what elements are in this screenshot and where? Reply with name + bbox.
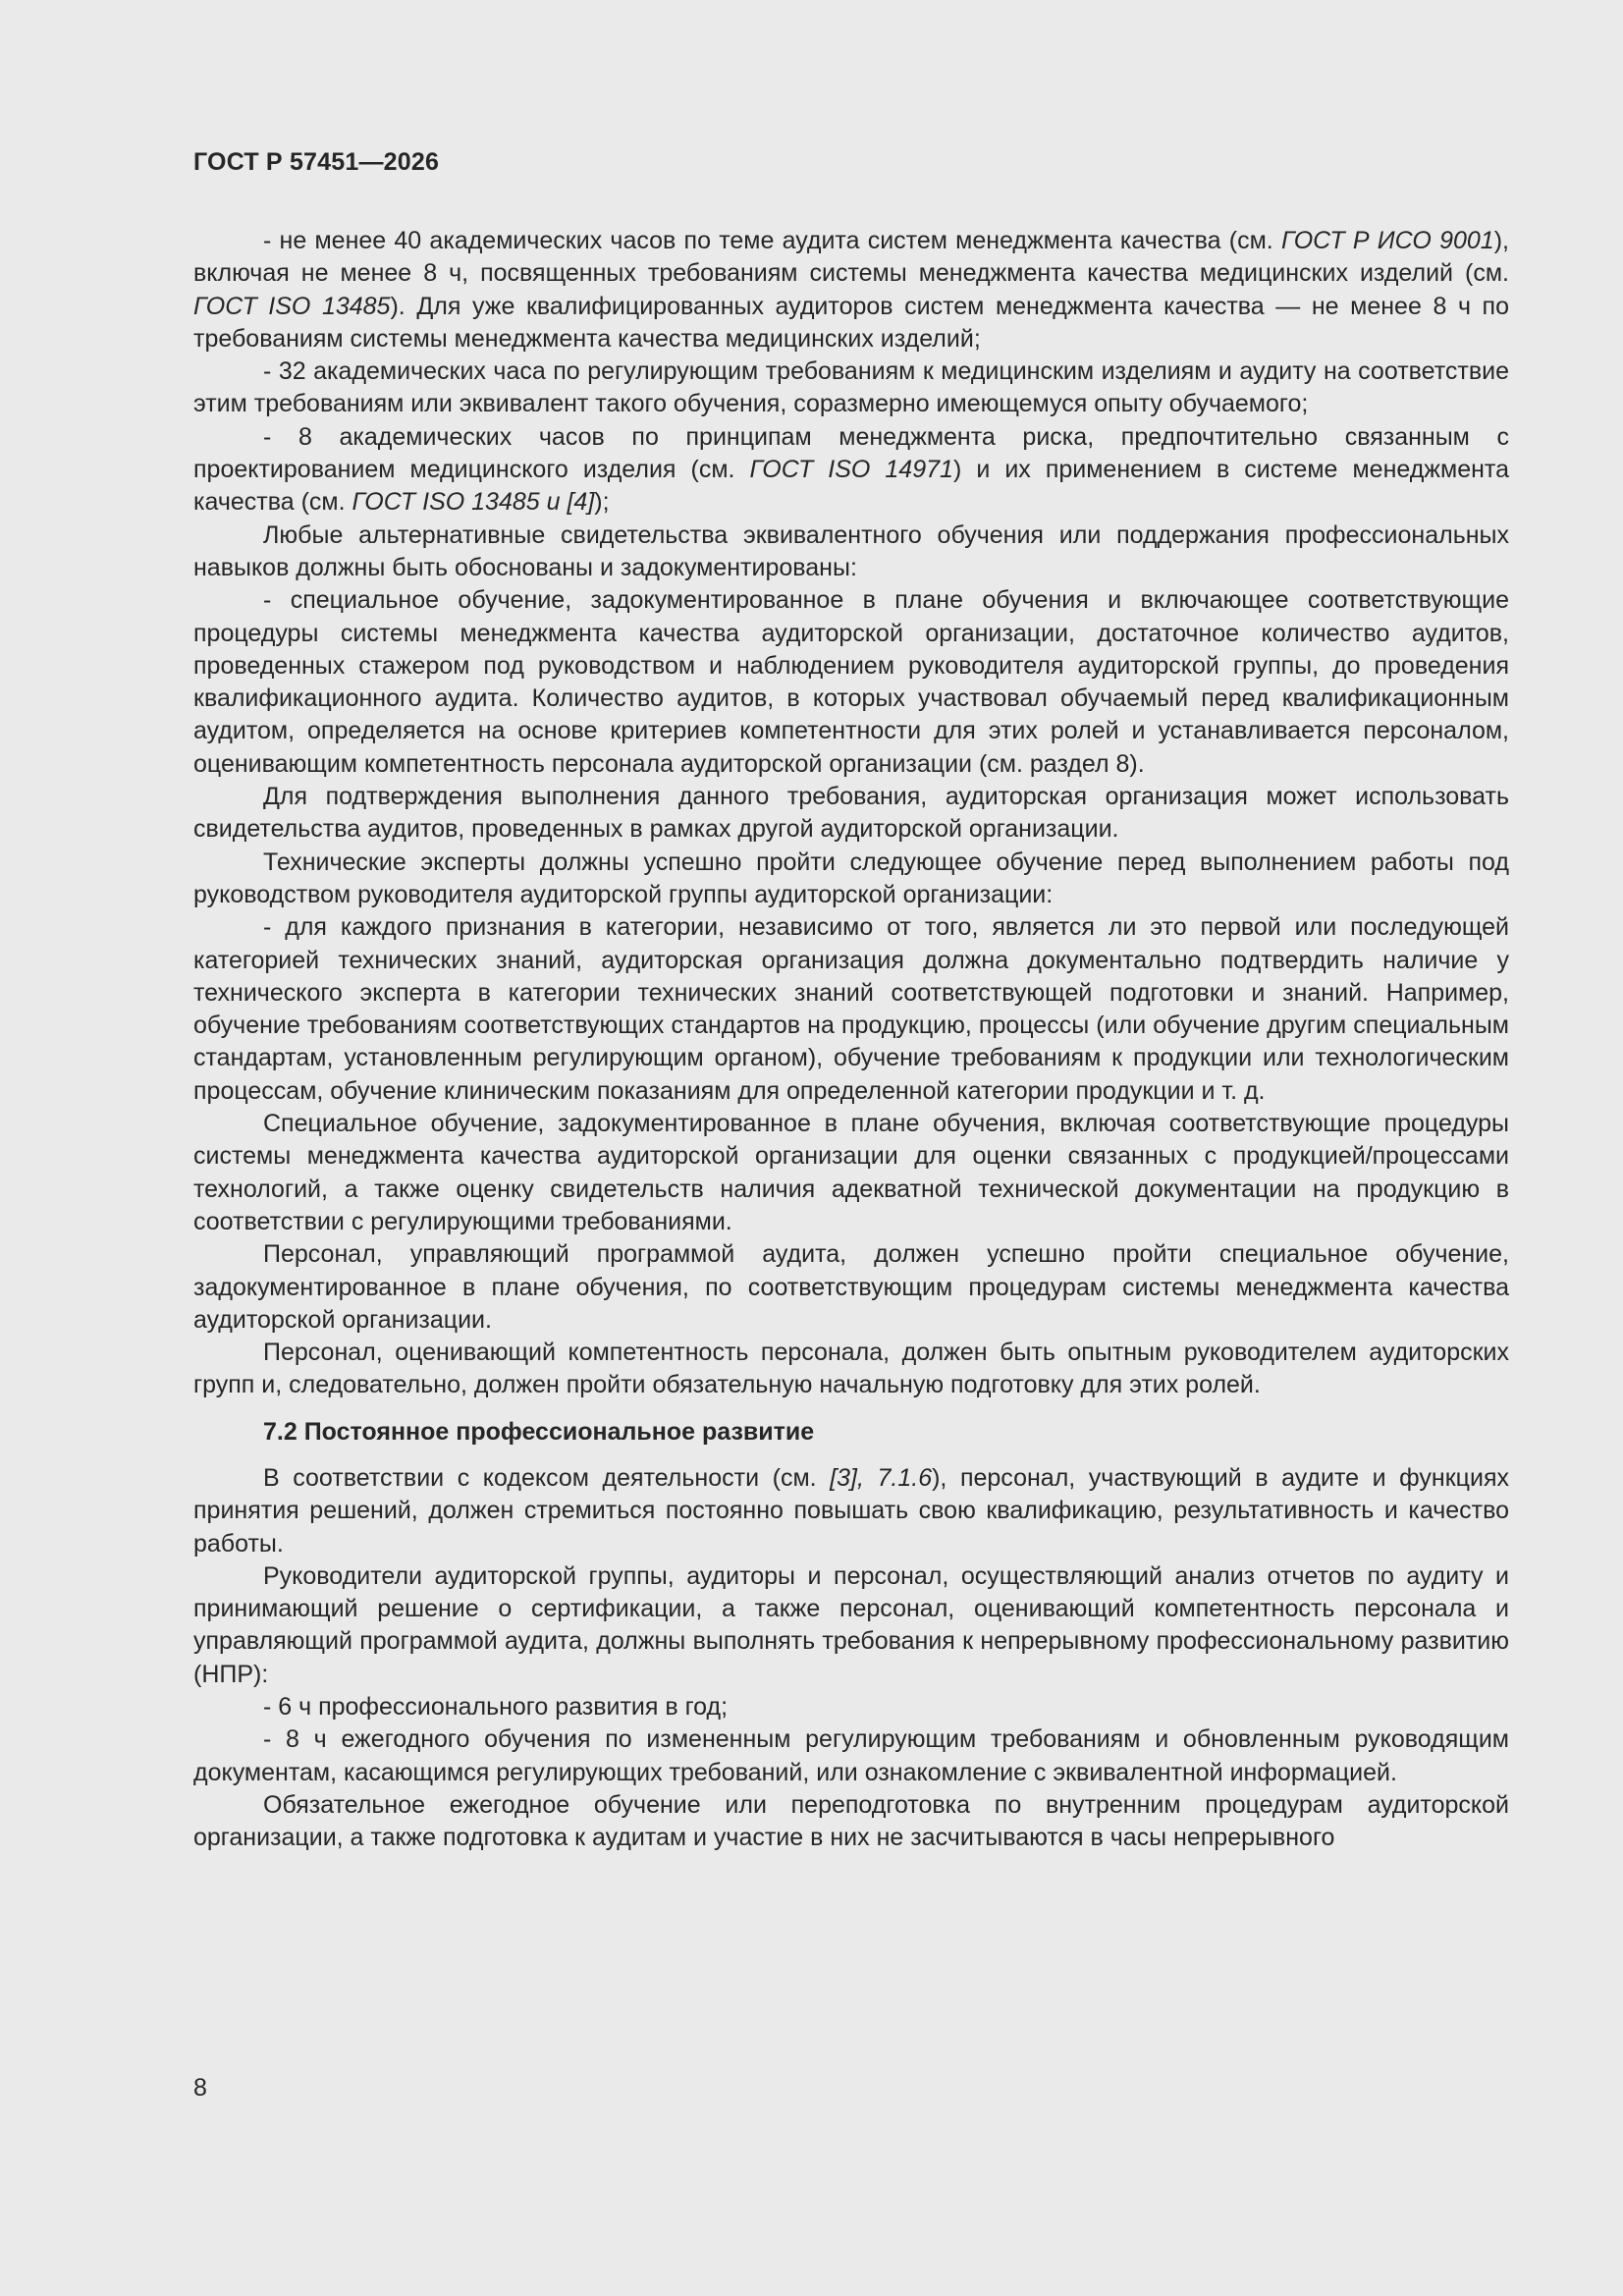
code-of-conduct-paragraph — [193, 1462, 1509, 1560]
text-segment: - 6 ч профессионального развития в год; — [263, 1693, 729, 1722]
text-segment: Руководители аудиторской группы, аудиторы и персонал, осуществляющий анализ отчетов по аудиту и принимающий решение о сертификации, а также персонал, оценивающий компетентность персонала и управляющий программой аудита, должны выполнять требования к непрерывному профессиональному развитию (НПР): — [193, 1561, 1509, 1688]
text-segment: - 8 академических часов по принципам менеджмента риска, предпочтительно связанным с проектированием медицинского изделия (см. — [193, 422, 1509, 484]
text-segment: ). Для уже квалифицированных аудиторов систем менеджмента качества — не менее 8 ч по требованиям системы менеджмента качества медицинских изделий; — [193, 292, 1509, 353]
reference-citation: ГОСТ Р ИСО 9001 — [1280, 227, 1494, 254]
text-segment: Технические эксперты должны успешно пройти следующее обучение перед выполнением работы под руководством руководителя аудиторской группы аудиторской организации: — [193, 847, 1509, 908]
bullet-each-recognition — [193, 911, 1509, 1108]
document-header-code: ГОСТ Р 57451—2026 — [193, 148, 440, 176]
page-number: 8 — [193, 2074, 207, 2102]
text-segment: - специальное обучение, задокументированное в плане обучения и включающее соответствующие процедуры системы менеджмента качества аудиторской организации, достаточное количество аудитов, проведенных стажером под руководством и наблюдением руководителя аудиторской группы, до проведения квалификационного аудита. Количество аудитов, в которых участвовал обучаемый перед квалификационным аудитом, определяется на основе критериев компетентности для этих ролей и устанавливается персоналом, оценивающим компетентность персонала аудиторской организации (см. раздел 8). — [193, 586, 1509, 778]
text-segment: ), персонал, участвующий в аудите и функциях принятия решений, должен стремиться постоянно повышать свою квалификацию, результативность и качество работы. — [193, 1463, 1509, 1558]
bullet-special-training — [193, 584, 1509, 781]
competence-evaluators-paragraph — [193, 1337, 1509, 1402]
reference-citation: ГОСТ ISO 14971 — [749, 456, 953, 484]
text-segment: ), включая не менее 8 ч, посвященных требованиям системы менеджмента качества медицинских изделий (см. — [193, 227, 1509, 288]
text-segment: ); — [594, 488, 610, 517]
text-segment: Персонал, управляющий программой аудита, должен успешно пройти специальное обучение, задокументированное в плане обучения, по соответствующим процедурам системы менеджмента качества аудиторской организации. — [193, 1240, 1509, 1334]
bullet-6-hours — [193, 1691, 1509, 1723]
text-segment: - для каждого признания в категории, независимо от того, является ли это первой или последующей категорией технических знаний, аудиторская организация должна документально подтвердить наличие у технического эксперта в категории технических знаний соответствующей подготовки и знаний. Например, обучение требованиям соответствующих стандартов на продукцию, процессы (или обучение другим специальным стандартам, установленным регулирующим органом), обучение требованиям к продукции или технологическим процессам, обучение клиническим показаниям для определенной категории продукции и т. д. — [193, 913, 1509, 1105]
text-segment: - 8 ч ежегодного обучения по измененным регулирующим требованиям и обновленным руководящим документам, касающимся регулирующих требований, или ознакомление с эквивалентной информацией. — [193, 1725, 1509, 1786]
text-segment: 7.2 Постоянное профессиональное развитие — [263, 1417, 815, 1446]
text-segment: Обязательное ежегодное обучение или переподготовка по внутренним процедурам аудиторской организации, а также подготовка к аудитам и участие в них не засчитываются в часы непрерывного — [193, 1790, 1509, 1852]
text-segment: Специальное обучение, задокументированное в плане обучения, включая соответствующие процедуры системы менеджмента качества аудиторской организации для оценки связанных с продукцией/процессами технологий, а также оценку свидетельств наличия адекватной технической документации на продукцию в соответствии с регулирующими требованиями. — [193, 1110, 1509, 1235]
bullet-8-hours-risk — [193, 421, 1509, 519]
confirmation-paragraph — [193, 781, 1509, 847]
program-management-paragraph — [193, 1238, 1509, 1337]
reference-citation: ГОСТ ISO 13485 и [4] — [352, 488, 595, 517]
reference-citation: ГОСТ ISO 13485 — [193, 292, 391, 320]
text-segment: Для подтверждения выполнения данного требования, аудиторская организация может использовать свидетельства аудитов, проведенных в рамках другой аудиторской организации. — [193, 783, 1509, 844]
mandatory-training-paragraph — [193, 1789, 1509, 1855]
technical-experts-paragraph — [193, 847, 1509, 912]
text-segment: В соответствии с кодексом деятельности (см. — [263, 1463, 831, 1492]
text-segment: - 32 академических часа по регулирующим требованиям к медицинским изделиям и аудиту на соответствие этим требованиям или эквивалент такого обучения, соразмерно имеющемуся опыту обучаемого; — [193, 357, 1509, 418]
text-segment: Любые альтернативные свидетельства эквивалентного обучения или поддержания профессиональных навыков должны быть обоснованы и задокументированы: — [193, 520, 1509, 581]
cpd-requirements-paragraph — [193, 1560, 1509, 1691]
bullet-8-hours-annual — [193, 1723, 1509, 1789]
section-heading-7-2 — [193, 1416, 1509, 1449]
alt-evidence-paragraph — [193, 519, 1509, 585]
special-training-paragraph — [193, 1108, 1509, 1238]
text-segment: Персонал, оценивающий компетентность персонала, должен быть опытным руководителем аудиторских групп и, следовательно, должен пройти обязательную начальную подготовку для этих ролей. — [193, 1339, 1509, 1399]
document-body — [193, 225, 1509, 1855]
text-segment: ) и их применением в системе менеджмента качества (см. — [193, 456, 1510, 517]
reference-citation: [3], 7.1.6 — [830, 1463, 933, 1492]
text-segment: - не менее 40 академических часов по теме аудита систем менеджмента качества (см. — [263, 227, 1281, 254]
bullet-40-hours — [193, 225, 1509, 355]
bullet-32-hours — [193, 355, 1509, 421]
